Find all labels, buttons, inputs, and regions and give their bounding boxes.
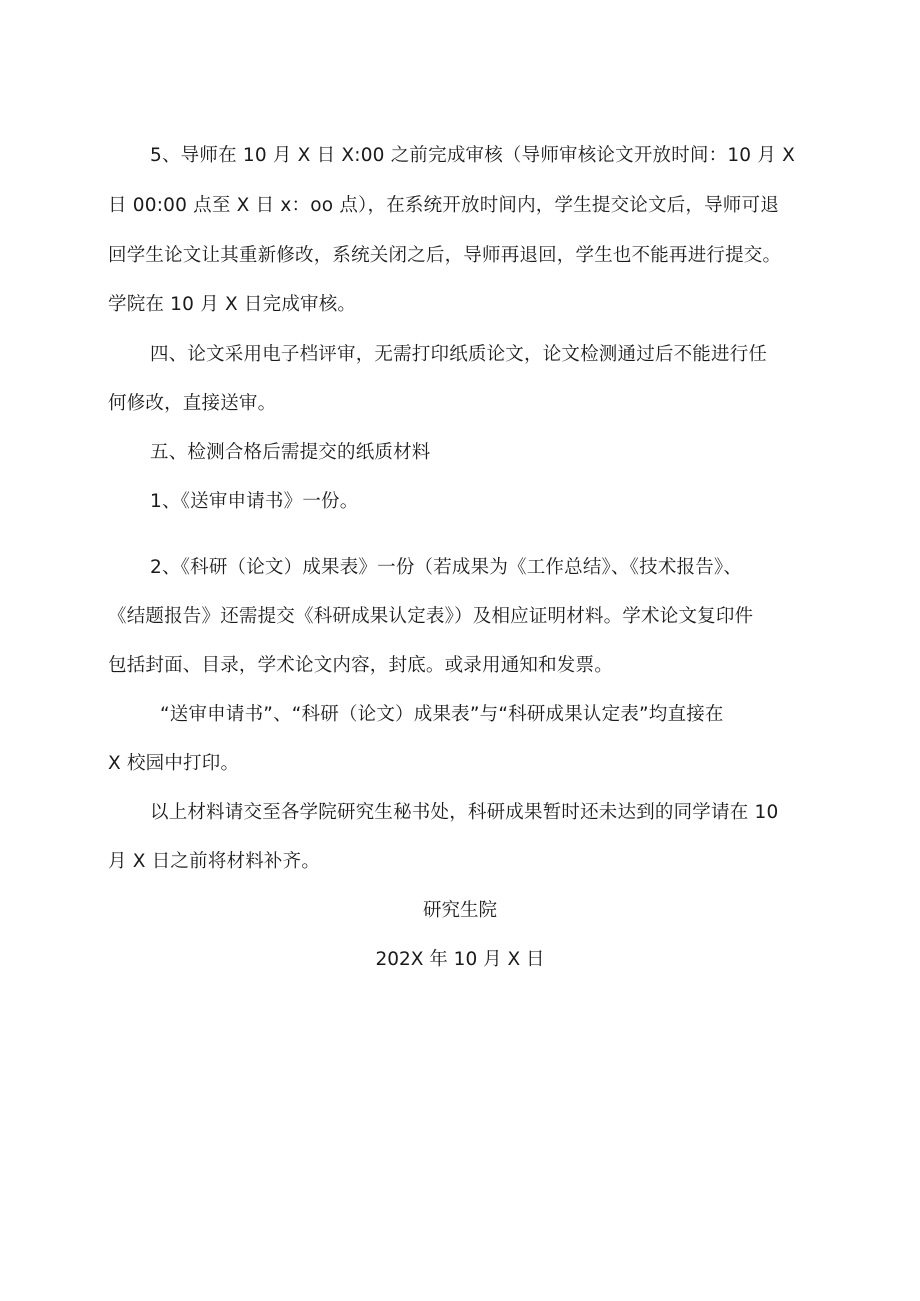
- section4-line2: 何修改，直接送审。: [108, 393, 277, 414]
- note-line2: X 校园中打印。: [108, 753, 240, 774]
- signature-org: 研究生院: [422, 900, 497, 921]
- section5-heading: 五、检测合格后需提交的纸质材料: [150, 442, 431, 463]
- signature-date: 202X 年 10 月 X 日: [375, 949, 545, 970]
- submit-line1: 以上材料请交至各学院研究生秘书处，科研成果暂时还未达到的同学请在 10: [150, 802, 779, 823]
- submit-line2: 月 X 日之前将材料补齐。: [108, 851, 321, 872]
- section5-item2-line1: 2、《科研（论文）成果表》一份（若成果为《工作总结》、《技术报告》、: [150, 557, 743, 578]
- item5-line1: 5、导师在 10 月 X 日 X:00 之前完成审核（导师审核论文开放时间：10 月 X: [150, 145, 795, 166]
- section5-item2-line2: 《结题报告》还需提交《科研成果认定表》）及相应证明材料。学术论文复印件: [108, 606, 754, 627]
- item5-line4: 学院在 10 月 X 日完成审核。: [108, 294, 357, 315]
- item5-line2: 日 00:00 点至 X 日 x：oo 点），在系统开放时间内，学生提交论文后，导师可退: [108, 195, 779, 216]
- section5-item1: 1、《送审申请书》一份。: [150, 491, 359, 512]
- section5-item2-line3: 包括封面、目录，学术论文内容，封底。或录用通知和发票。: [108, 655, 613, 676]
- section4-line1: 四、论文采用电子档评审，无需打印纸质论文，论文检测通过后不能进行任: [150, 344, 768, 365]
- item5-line3: 回学生论文让其重新修改，系统关闭之后，导师再退回，学生也不能再进行提交。: [108, 245, 782, 266]
- note-line1: “送审申请书”、“科研（论文）成果表”与“科研成果认定表”均直接在: [160, 704, 724, 725]
